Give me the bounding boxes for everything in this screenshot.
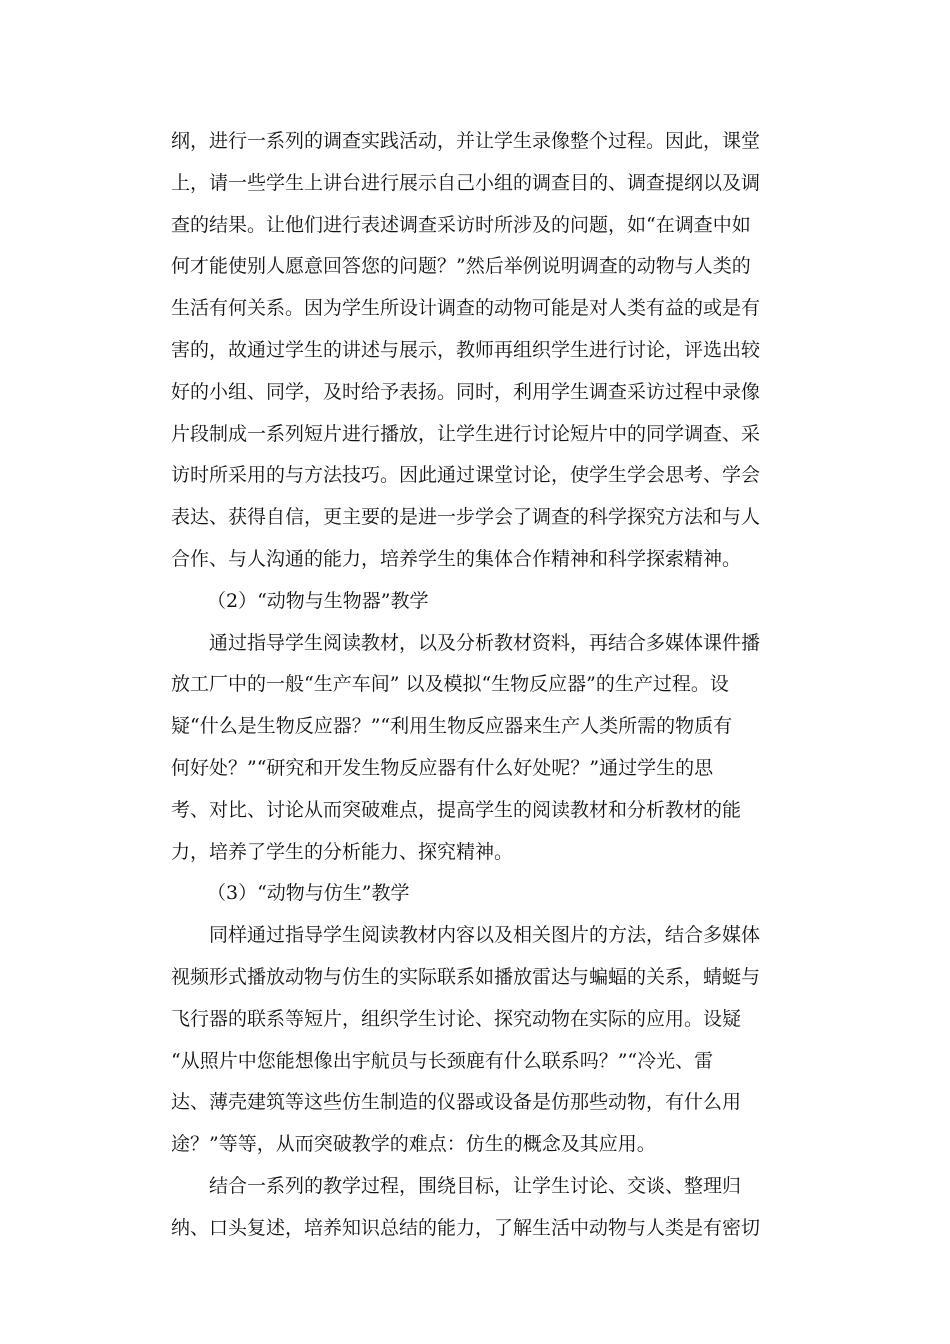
body-text — [171, 121, 776, 1250]
text-line: 疑“什么是生物反应器？”“利用生物反应器来生产人类所需的物质有 — [171, 715, 733, 738]
text-line: 访时所采用的与方法技巧。因此通过课堂讨论，使学生学会思考、学会 — [171, 464, 761, 487]
text-line: 力，培养了学生的分析能力、探究精神。 — [171, 840, 514, 863]
text-line: 片段制成一系列短片进行播放，让学生进行讨论短片中的同学调查、采 — [171, 422, 761, 445]
text-line: 途？”等等，从而突破教学的难点：仿生的概念及其应用。 — [171, 1133, 656, 1156]
text-line: 放工厂中的一般“生产车间” 以及模拟“生物反应器”的生产过程。设 — [171, 673, 729, 696]
text-line: 结合一系列的教学过程，围绕目标，让学生讨论、交谈、整理归 — [209, 1174, 742, 1197]
text-line: 同样通过指导学生阅读教材内容以及相关图片的方法，结合多媒体 — [209, 924, 761, 947]
text-line: 上，请一些学生上讲台进行展示自己小组的调查目的、调查提纲以及调 — [171, 171, 761, 194]
text-line: “从照片中您能想像出宇航员与长颈鹿有什么联系吗？”“冷光、雷 — [171, 1049, 714, 1072]
text-line: 纲，进行一系列的调查实践活动，并让学生录像整个过程。因此，课堂 — [171, 130, 761, 152]
text-line: 纳、口头复述，培养知识总结的能力，了解生活中动物与人类是有密切 — [171, 1216, 761, 1239]
text-line: 表达、获得自信，更主要的是进一步学会了调查的科学探究方法和与人 — [171, 506, 761, 529]
text-line: 何才能使别人愿意回答您的问题？”然后举例说明调查的动物与人类的 — [171, 255, 751, 278]
text-line: 达、薄壳建筑等这些仿生制造的仪器或设备是仿那些动物，有什么用 — [171, 1091, 742, 1114]
text-line: 害的，故通过学生的讲述与展示，教师再组织学生进行讨论，评选出较 — [171, 338, 761, 361]
text-line: 考、对比、讨论从而突破难点，提高学生的阅读教材和分析教材的能 — [171, 798, 742, 821]
text-line: 通过指导学生阅读教材，以及分析教材资料，再结合多媒体课件播 — [209, 631, 761, 654]
text-line: 飞行器的联系等短片，组织学生讨论、探究动物在实际的应用。设疑 — [171, 1007, 742, 1030]
text-line: 查的结果。让他们进行表述调查采访时所涉及的问题，如“在调查中如 — [171, 213, 751, 236]
text-line: 生活有何关系。因为学生所设计调查的动物可能是对人类有益的或是有 — [171, 297, 761, 320]
section-heading-2: （2）“动物与生物器”教学 — [207, 589, 429, 612]
text-line: 好的小组、同学，及时给予表扬。同时，利用学生调查采访过程中录像 — [171, 380, 761, 403]
text-line: 视频形式播放动物与仿生的实际联系如播放雷达与蝙蝠的关系，蜻蜓与 — [171, 965, 761, 988]
text-line: 何好处？”“研究和开发生物反应器有什么好处呢？”通过学生的思 — [171, 756, 714, 779]
section-heading-3: （3）“动物与仿生”教学 — [207, 882, 410, 905]
text-line: 合作、与人沟通的能力，培养学生的集体合作精神和科学探索精神。 — [171, 547, 742, 570]
